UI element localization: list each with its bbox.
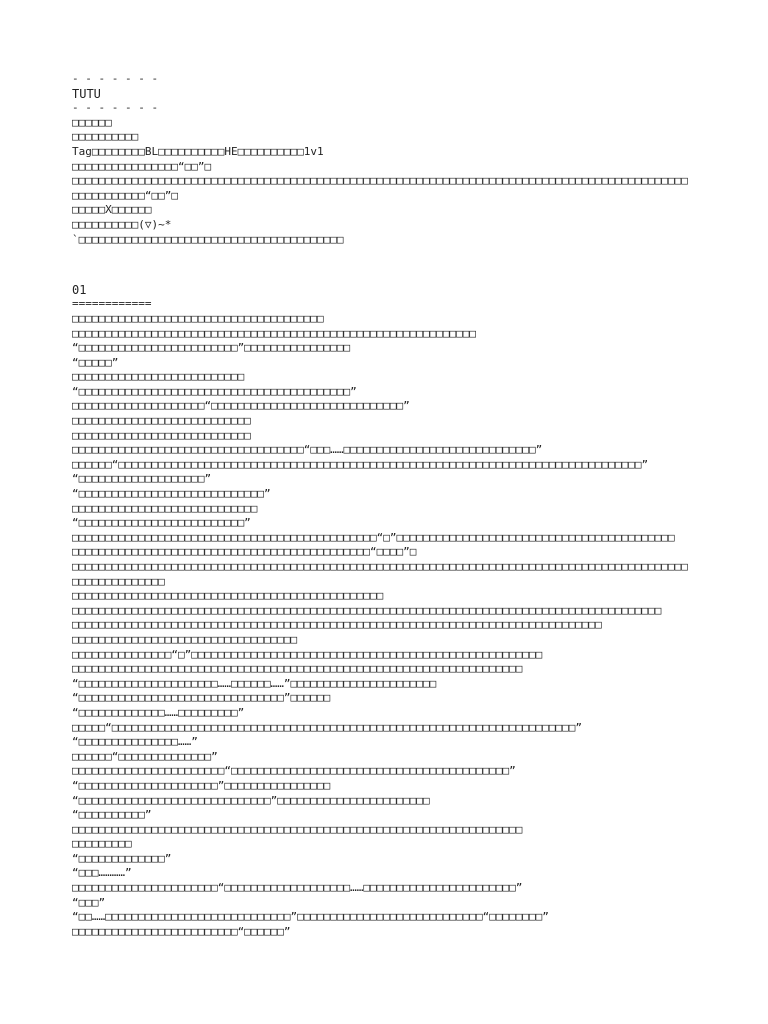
document-page bbox=[72, 72, 712, 939]
text-line: □□□□□□□□□□□□□□□□□□□□□□□□□□□□□□□□□□□□□□□□□□□□□□□□□□□□□□□□□□□□□ bbox=[72, 326, 476, 340]
text-line: □□□□□“□□□□□□□□□□□□□□□□□□□□□□□□□□□□□□□□□□□□□□□□□□□□□□□□□□□□□□□□□□□□□□□□□□□□□□” bbox=[72, 720, 582, 734]
text-line: “□□□□□□□□□□□□□□□□□□□□□□□□□” bbox=[72, 516, 251, 530]
text-line: “□□□□□” bbox=[72, 355, 119, 369]
text-line: Tag□□□□□□□□BL□□□□□□□□□□HE□□□□□□□□□□1v1 bbox=[72, 144, 324, 158]
text-line: “□□□” bbox=[72, 895, 106, 909]
text-line: “□□□□□□□□□□□□□□□□□□□□□□□□□□□□□”□□□□□□□□□□□□□□□□□□□□□□□ bbox=[72, 793, 430, 807]
text-line: □□□□□□□□□□□□□□□□□□□□□□“□□□□□□□□□□□□□□□□□□□……□□□□□□□□□□□□□□□□□□□□□□□” bbox=[72, 881, 523, 895]
text-line: □□□□□□□□□□□□□□□□“□□”□ bbox=[72, 159, 212, 173]
text-line: “□□□□□□□□□□□□□……□□□□□□□□□” bbox=[72, 705, 245, 719]
text-line: □□□□□□□□□□□□□□□□□□□□□□□□□□□□□□□□□□□“□□□……□□□□□□□□□□□□□□□□□□□□□□□□□□□□□” bbox=[72, 443, 543, 457]
text-line: □□□□□□□□□□□□□□□□□□□□□□□□□□□□□□□□□□ bbox=[72, 632, 298, 646]
text-line: □□□□□□□□□□□“□□”□ bbox=[72, 188, 178, 202]
text-line: □□□□□□□□□□□□□□□□□□□□□□□□□□□ bbox=[72, 414, 251, 428]
text-line: □□□□□□□□□□(▽)~* bbox=[72, 217, 172, 231]
text-line: □□□□□□“□□□□□□□□□□□□□□□□□□□□□□□□□□□□□□□□□□□□□□□□□□□□□□□□□□□□□□□□□□□□□□□□□□□□□□□□□□□□□□□” bbox=[72, 457, 649, 471]
text-line: □□□□□□□□□□□□□□□□□□□□□□□□□□□□□□□□□□□□□□□□□□□□□□□ bbox=[72, 589, 384, 603]
text-line: □□□□□□□□□□□□□□□□□□□□“□□□□□□□□□□□□□□□□□□□□□□□□□□□□□” bbox=[72, 399, 410, 413]
chapter-rule: ============ bbox=[72, 297, 152, 311]
text-line: □□□□□□□□□□□□□□□□□□□□□□□□□□□□ bbox=[72, 501, 258, 515]
text-line: `□□□□□□□□□□□□□□□□□□□□□□□□□□□□□□□□□□□□□□□□ bbox=[72, 232, 344, 246]
text-line: □□□□□X□□□□□□ bbox=[72, 203, 152, 217]
intro-section bbox=[72, 116, 712, 247]
header-rule-bottom: - - - - - - - bbox=[72, 101, 159, 115]
text-line: □□□□□□□□□□□□□□□□□□□□□□□□□□□ bbox=[72, 428, 251, 442]
text-line: □□□□□□□□□□□□□□□□□□□□□□□□□□□□□□□□□□□□□□□□□□□□□□“□”□□□□□□□□□□□□□□□□□□□□□□□□□□□□□□□□□□□□□□□□□□ bbox=[72, 530, 675, 544]
text-line: “□□□□□□□□□□□□□□□□□□□” bbox=[72, 472, 212, 486]
text-line: □□□□□□□□□ bbox=[72, 837, 132, 851]
text-line: “□□□□□□□□□□□□□□□□□□□□□□□□□□□□” bbox=[72, 487, 271, 501]
text-line: “□□□…………” bbox=[72, 866, 132, 880]
text-line: □□□□□□“□□□□□□□□□□□□□□” bbox=[72, 749, 218, 763]
text-line: □□□□□□□□□□□□□□□“□”□□□□□□□□□□□□□□□□□□□□□□□□□□□□□□□□□□□□□□□□□□□□□□□□□□□□□ bbox=[72, 647, 543, 661]
text-line: □□□□□□□□□□□□□□□□□□□□□□□“□□□□□□□□□□□□□□□□□□□□□□□□□□□□□□□□□□□□□□□□□□” bbox=[72, 764, 516, 778]
text-line: □□□□□□□□□□□□□□□□□□□□□□□□□“□□□□□□” bbox=[72, 924, 291, 938]
text-line: □□□□□□□□□□ bbox=[72, 130, 139, 144]
text-line: “□□□□□□□□□□□□□□□□□□□□□……□□□□□□……”□□□□□□□□□□□□□□□□□□□□□□ bbox=[72, 676, 437, 690]
text-line: “□□□□□□□□□□□□□□□□□□□□□”□□□□□□□□□□□□□□□□ bbox=[72, 778, 331, 792]
text-line: “□□……□□□□□□□□□□□□□□□□□□□□□□□□□□□□”□□□□□□□□□□□□□□□□□□□□□□□□□□□□“□□□□□□□□” bbox=[72, 910, 549, 924]
text-line: “□□□□□□□□□□□□□□□□□□□□□□□□”□□□□□□□□□□□□□□□□ bbox=[72, 341, 351, 355]
text-line: □□□□□□□□□□□□□□□□□□□□□□□□□□□□□□□□□□□□□□□□□□□□□□□□□□□□□□□□□□□□□□□□□□□□□□□□□□□□□□□□□□□□□□□□□□□□□ bbox=[72, 174, 688, 188]
chapter-body bbox=[72, 312, 712, 940]
text-line: □□□□□□ bbox=[72, 115, 112, 129]
text-line: □□□□□□□□□□□□□□□□□□□□□□□□□□□□□□□□□□□□□□□□□□□□□□□□□□□□□□□□□□□□□□□□□□□□ bbox=[72, 662, 523, 676]
text-line: “□□□□□□□□□□□□□□□……” bbox=[72, 735, 198, 749]
text-line: “□□□□□□□□□□□□□□□□□□□□□□□□□□□□□□□”□□□□□□ bbox=[72, 691, 331, 705]
text-line: □□□□□□□□□□□□□□□□□□□□□□□□□□□□□□□□□□□□□□□□□□□□□□□□□□□□□□□□□□□□□□□□□□□□□□□□□□□□□□□□□□□□□□□□□□□□□ bbox=[72, 560, 688, 573]
section-spacer bbox=[72, 247, 712, 268]
text-line: □□□□□□□□□□□□□□□□□□□□□□□□□□□□□□□□□□□□□□□□□□□□□□□□□□□□□□□□□□□□□□□□□□□□ bbox=[72, 822, 523, 836]
text-line: □□□□□□□□□□□□□□ bbox=[72, 574, 165, 588]
text-line: □□□□□□□□□□□□□□□□□□□□□□□□□□□□□□□□□□□□□□□□□□□□□□□□□□□□□□□□□□□□□□□□□□□□□□□□□□□□□□□□□□□□□□□□□ bbox=[72, 603, 662, 617]
section-spacer bbox=[72, 268, 712, 283]
chapter-number: 01 bbox=[72, 282, 87, 297]
text-line: □□□□□□□□□□□□□□□□□□□□□□□□□□□□□□□□□□□□□□□□□□□□□□□□□□□□□□□□□□□□□□□□□□□□□□□□□□□□□□□□ bbox=[72, 618, 602, 632]
text-line: “□□□□□□□□□□□□□□□□□□□□□□□□□□□□□□□□□□□□□□□□□” bbox=[72, 384, 357, 398]
text-line: “□□□□□□□□□□□□□” bbox=[72, 851, 172, 865]
text-line: □□□□□□□□□□□□□□□□□□□□□□□□□□□□□□□□□□□□□□□□□□□□□“□□□□”□ bbox=[72, 545, 417, 559]
text-line: □□□□□□□□□□□□□□□□□□□□□□□□□□□□□□□□□□□□□□ bbox=[72, 311, 324, 325]
text-line: □□□□□□□□□□□□□□□□□□□□□□□□□□ bbox=[72, 370, 245, 384]
header-rule-top: - - - - - - - bbox=[72, 72, 159, 85]
document-title: TUTU bbox=[72, 86, 101, 101]
text-line: “□□□□□□□□□□” bbox=[72, 808, 152, 822]
